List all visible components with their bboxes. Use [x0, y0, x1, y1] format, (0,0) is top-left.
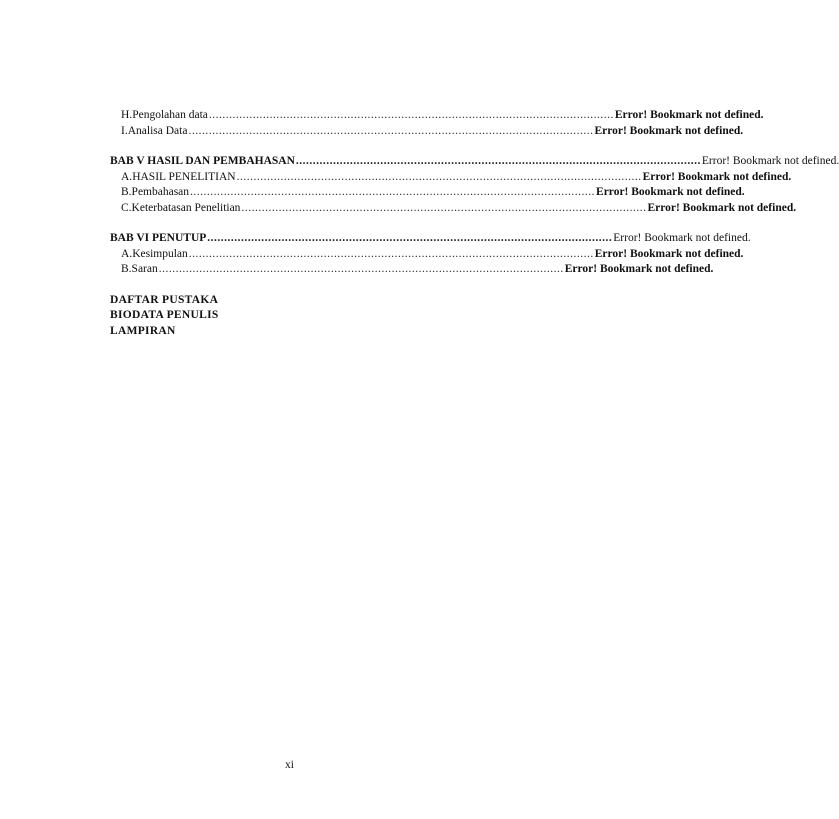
toc-entry-number: H. [121, 109, 133, 121]
toc-entry-pengolahan-data[interactable] [110, 108, 764, 124]
toc-entry-number: I. [121, 124, 128, 137]
table-of-contents [110, 108, 839, 339]
toc-leader-dots: ........................................................................................................................ [295, 155, 701, 167]
toc-entry-analisa-data[interactable] [110, 124, 744, 140]
toc-entry-kesimpulan[interactable] [110, 247, 744, 263]
toc-entry-label: Pengolahan data [132, 109, 208, 121]
toc-leader-dots: ........................................................................................................................ [188, 124, 594, 137]
toc-chapter-bab-vi[interactable] [110, 231, 751, 247]
toc-leader-dots: ........................................................................................................................ [208, 109, 614, 121]
toc-entry-label: Kesimpulan [132, 247, 188, 260]
toc-entry-page: Error! Bookmark not defined. [594, 124, 744, 137]
toc-entry-hasil-penelitian[interactable] [110, 170, 792, 186]
toc-entry-number: C. [121, 201, 132, 214]
toc-chapter-bab-v[interactable] [110, 154, 839, 170]
toc-entry-pembahasan[interactable] [110, 185, 745, 201]
toc-lampiran[interactable]: LAMPIRAN [110, 324, 176, 337]
toc-leader-dots: ........................................................................................................................ [207, 232, 613, 244]
toc-entry-page: Error! Bookmark not defined. [642, 170, 792, 183]
page-number: xi [285, 759, 294, 771]
toc-entry-saran[interactable] [110, 262, 714, 278]
toc-leader-dots: ........................................................................................................................ [190, 186, 596, 198]
toc-entry-page: Error! Bookmark not defined. [596, 186, 745, 198]
toc-chapter-page: Error! Bookmark not defined. [613, 232, 751, 244]
toc-entry-keterbatasan-penelitian[interactable] [110, 201, 797, 217]
toc-entry-number: A. [121, 170, 133, 183]
toc-entry-number: B. [121, 263, 132, 275]
toc-chapter-page: Error! Bookmark not defined. [701, 155, 839, 167]
toc-leader-dots: ........................................................................................................................ [158, 263, 564, 275]
toc-entry-page: Error! Bookmark not defined. [594, 247, 744, 260]
toc-leader-dots: ........................................................................................................................ [188, 247, 594, 260]
toc-entry-number: A. [121, 247, 133, 260]
toc-entry-label: Keterbatasan Penelitian [131, 201, 241, 214]
toc-entry-number: B. [121, 186, 132, 198]
toc-entry-label: Analisa Data [127, 124, 188, 137]
toc-leader-dots: ........................................................................................................................ [241, 201, 647, 214]
toc-entry-label: HASIL PENELITIAN [132, 170, 236, 183]
toc-entry-page: Error! Bookmark not defined. [614, 109, 764, 121]
toc-daftar-pustaka[interactable]: DAFTAR PUSTAKA [110, 293, 219, 306]
toc-entry-label: Saran [131, 263, 158, 275]
toc-chapter-label: BAB VI PENUTUP [110, 232, 207, 244]
toc-entry-page: Error! Bookmark not defined. [647, 201, 797, 214]
toc-leader-dots: ........................................................................................................................ [236, 170, 642, 183]
toc-entry-label: Pembahasan [131, 186, 190, 198]
toc-biodata-penulis[interactable]: BIODATA PENULIS [110, 309, 219, 321]
toc-entry-page: Error! Bookmark not defined. [564, 263, 714, 275]
toc-chapter-label: BAB V HASIL DAN PEMBAHASAN [110, 155, 295, 167]
